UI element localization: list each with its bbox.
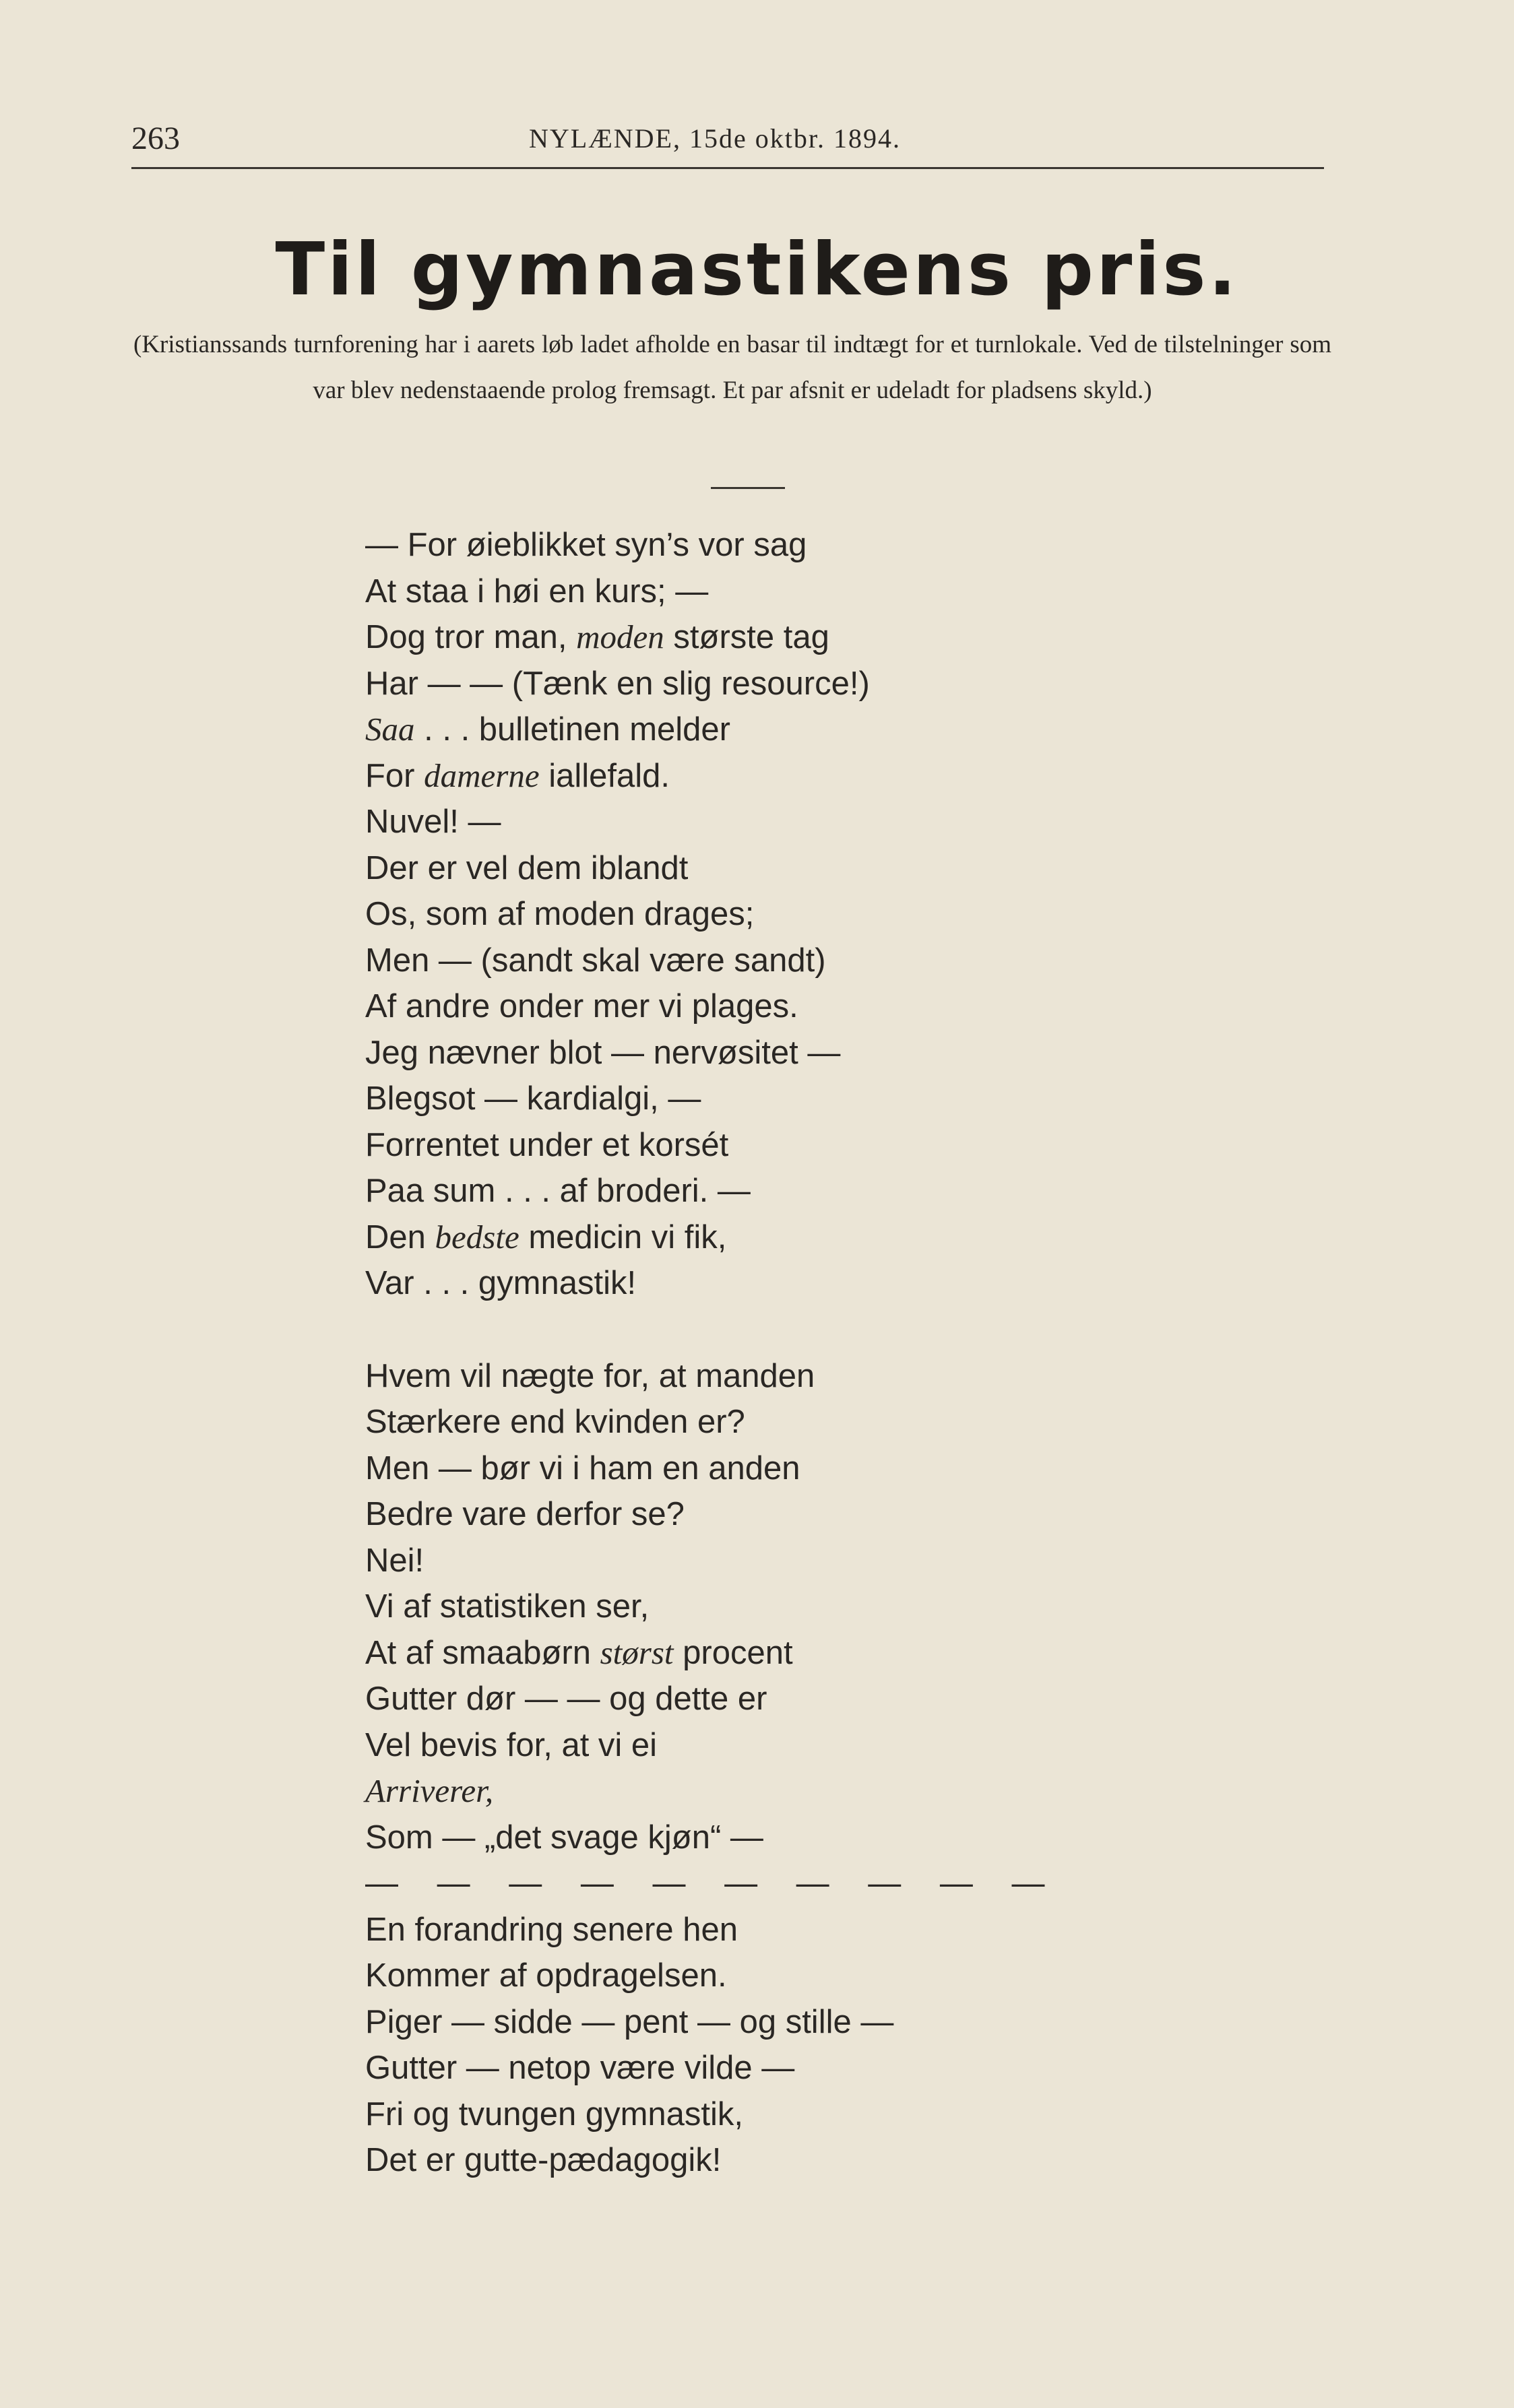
- line-text: iallefald.: [539, 757, 670, 794]
- stanza-gap: [365, 1307, 1174, 1353]
- poem-line: Fri og tvungen gymnastik,: [365, 2095, 744, 2133]
- stanza-1: [365, 522, 1174, 1307]
- poem-line: Var . . . gymnastik!: [365, 1265, 637, 1301]
- poem-line: Nuvel! —: [365, 804, 501, 840]
- intro-paragraph: (Kristianssands turnforening har i aarets løb ladet afholde en basar til indtægt for et turnlokale. Ved de tilstelninger som var blev nedenstaaende prolog fremsagt. Et par afsnit er udeladt for pladsens skyld.): [133, 331, 1331, 404]
- poem-line: Det er gutte-pædagogik!: [365, 2142, 722, 2178]
- stanza-2: [365, 1353, 1174, 1861]
- page-header: [131, 113, 1324, 169]
- poem-line: Men — bør vi i ham en anden: [365, 1450, 800, 1487]
- poem-line: Bedre vare derfor se?: [365, 1496, 685, 1532]
- article-title: Til gymnastikens pris.: [275, 228, 1239, 312]
- line-text: For: [365, 757, 424, 794]
- italic-word: størst: [600, 1633, 674, 1671]
- line-text: . . . bulletinen melder: [414, 711, 730, 748]
- poem-line: [365, 614, 1174, 661]
- italic-word: moden: [576, 618, 664, 655]
- line-text: Den: [365, 1218, 435, 1256]
- line-text: At af smaabørn: [365, 1634, 600, 1671]
- poem-line: Vi af statistiken ser,: [365, 1588, 650, 1625]
- poem-line: Som — „det svage kjøn“ —: [365, 1819, 763, 1856]
- poem-line: At staa i høi en kurs; —: [365, 573, 709, 610]
- poem-line: Kommer af opdragelsen.: [365, 1957, 727, 1994]
- poem-line: Men — (sandt skal være sandt): [365, 942, 826, 979]
- poem-line: [365, 1768, 1174, 1815]
- poem-line: [365, 1214, 1174, 1261]
- poem-line: Gutter — netop være vilde —: [365, 2050, 795, 2086]
- poem-line: Stærkere end kvinden er?: [365, 1404, 745, 1440]
- line-text: medicin vi fik,: [519, 1218, 727, 1256]
- poem-line: — For øieblikket syn’s vor sag: [365, 527, 807, 563]
- line-text: største tag: [664, 619, 829, 655]
- poem-line: Der er vel dem iblandt: [365, 849, 689, 886]
- poem-line: [365, 753, 1174, 800]
- italic-word: bedste: [435, 1218, 519, 1256]
- italic-word: damerne: [424, 756, 540, 794]
- italic-word: Saa: [365, 711, 415, 748]
- poem-line: Jeg nævner blot — nervøsitet —: [365, 1034, 841, 1071]
- poem-line: Os, som af moden drages;: [365, 896, 755, 932]
- section-divider: [711, 487, 785, 489]
- poem-line: Af andre onder mer vi plages.: [365, 988, 798, 1024]
- poem-line: [365, 1630, 1174, 1677]
- poem: [365, 522, 1174, 2184]
- poem-line: Paa sum . . . af broderi. —: [365, 1173, 751, 1209]
- page-number: 263: [131, 121, 180, 156]
- line-text: Dog tror man,: [365, 619, 577, 655]
- line-text: procent: [673, 1634, 793, 1671]
- poem-line: Piger — sidde — pent — og stille —: [365, 2003, 894, 2040]
- dash-separator: — — — — — — — — — —: [365, 1865, 1060, 1901]
- poem-line: Hvem vil nægte for, at manden: [365, 1357, 815, 1394]
- italic-word: Arriverer,: [365, 1772, 494, 1809]
- stanza-3: [365, 1907, 1174, 2184]
- poem-line: Blegsot — kardialgi, —: [365, 1080, 701, 1117]
- poem-line: [365, 707, 1174, 753]
- poem-line: Nei!: [365, 1542, 424, 1579]
- poem-line: Forrentet under et korsét: [365, 1126, 729, 1163]
- poem-line: Har — — (Tænk en slig resource!): [365, 665, 870, 702]
- poem-line: En forandring senere hen: [365, 1911, 738, 1948]
- poem-line: Gutter dør — — og dette er: [365, 1681, 767, 1717]
- running-head: NYLÆNDE, 15de oktbr. 1894.: [529, 123, 901, 154]
- poem-line: Vel bevis for, at vi ei: [365, 1726, 658, 1763]
